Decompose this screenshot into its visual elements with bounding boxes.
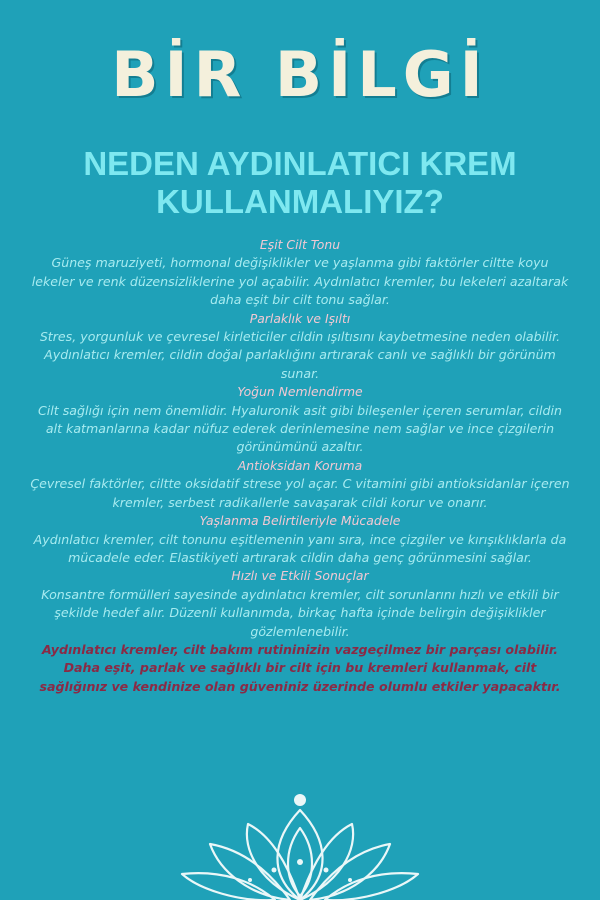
section-title: Antioksidan Koruma [237,457,363,473]
section-body: Cilt sağlığı için nem önemlidir. Hyaluronik asit gibi bileşenler içeren serumlar, cildin alt katmanlarına kadar nüfuz ederek derinlemesine nem sağlar ve ince çizgilerin görünümünü azaltır. [37,402,563,455]
section-title: Eşit Cilt Tonu [259,237,341,252]
section-body: Çevresel faktörler, ciltte oksidatif strese yol açar. C vitamini gibi antioksidanlar içeren kremler, serbest radikallerle savaşarak cildi korur ve onarır. [30,476,570,510]
page-subtitle: NEDEN AYDINLATICI KREM KULLANMALIYIZ? [83,145,517,220]
section-title: Hızlı ve Etkili Sonuçlar [231,568,369,584]
section-body: Aydınlatıcı kremler, cilt tonunu eşitlemenin yanı sıra, ince çizgiler ve kırışıklıklarla da mücadele eder. Elastikiyeti artırarak cildin daha genç görünmesini sağlar. [33,531,567,565]
section-body: Stres, yorgunluk ve çevresel kirleticiler cildin ışıltısını kaybetmesine neden olabilir. Aydınlatıcı kremler, cildin doğal parlaklığını artırarak canlı ve sağlıklı bir görünüm sunar. [39,329,561,381]
section-title: Yaşlanma Belirtileriyle Mücadele [199,513,401,529]
article-body [30,236,570,696]
section-title: Parlaklık ve Işıltı [249,310,351,326]
section-body: Konsantre formülleri sayesinde aydınlatıcı kremler, cilt sorunlarını hızlı ve etkili bir şekilde hedef alır. Düzenli kullanımda, birkaç hafta içinde belirgin değişiklikler gözlemlenebilir. [41,586,559,639]
section-body: Güneş maruziyeti, hormonal değişiklikler ve yaşlanma gibi faktörler ciltte koyu lekeler ve renk düzensizliklerine yol açabilir. Aydınlatıcı kremler, bu lekeleri azaltarak daha eşit bir cilt tonu sağlar. [31,255,569,308]
section-title: Yoğun Nemlendirme [237,384,363,400]
lotus-icon [180,770,420,900]
closing-paragraph: Aydınlatıcı kremler, cilt bakım rutininizin vazgeçilmez bir parçası olabilir. Daha eşit, parlak ve sağlıklı bir cilt için bu kremleri kullanmak, cilt sağlığınız ve kendinize olan güveniniz üzerinde olumlu etkiler yapacaktır. [39,641,561,694]
page-title: BİR BİLGİ [111,38,489,111]
